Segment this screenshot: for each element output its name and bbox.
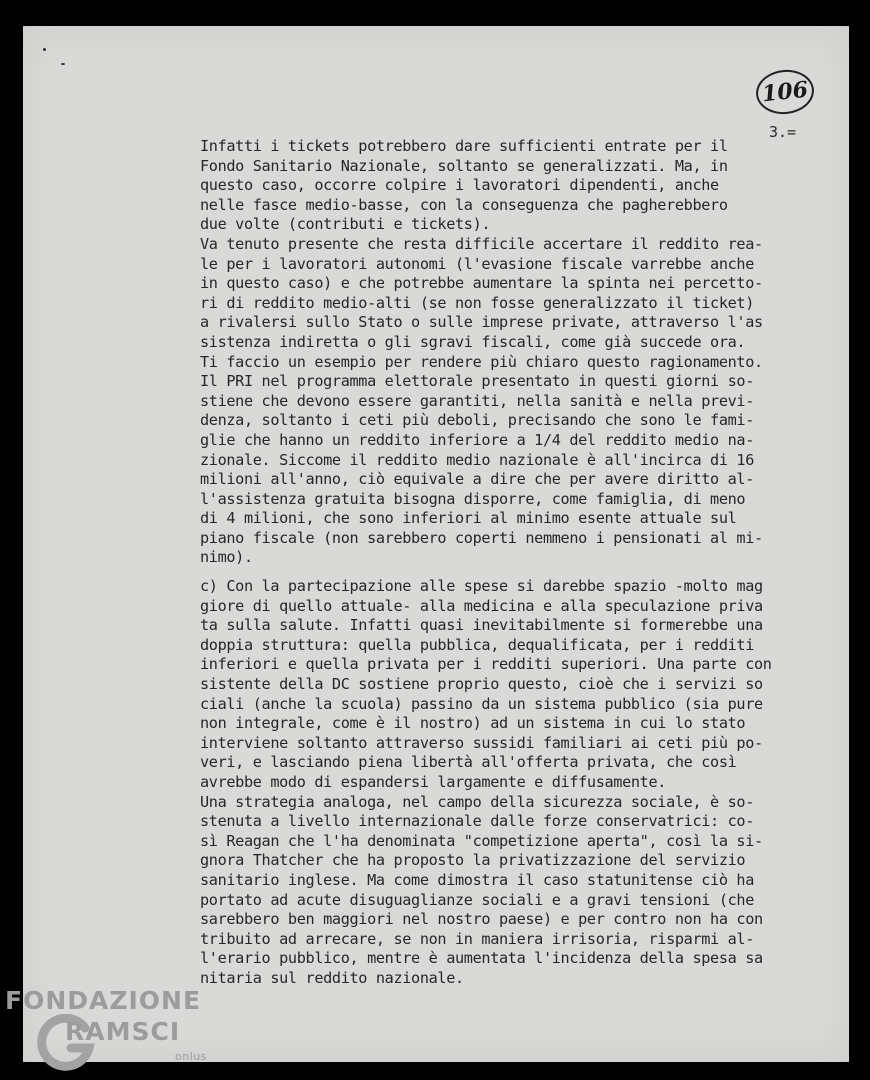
text-line: avrebbe modo di espandersi largamente e diffusamente.: [200, 773, 667, 791]
text-line: ciali (anche la scuola) passino da un sistema pubblico (sia pure: [200, 694, 763, 713]
text-line: zionale. Siccome il reddito medio nazionale è all'incirca di 16: [200, 450, 755, 469]
text-line: Fondo Sanitario Nazionale, soltanto se generalizzati. Ma, in: [200, 156, 728, 175]
text-line: tribuito ad arrecare, se non in maniera irrisoria, risparmi al-: [200, 929, 755, 948]
text-line: denza, soltanto i ceti più deboli, precisando che sono le fami-: [200, 411, 755, 430]
text-line: glie che hanno un reddito inferiore a 1/4 del reddito medio na-: [200, 430, 755, 449]
text-line: ta sulla salute. Infatti quasi inevitabilmente si formerebbe una: [200, 616, 763, 635]
text-line: sistenza indiretta o gli sgravi fiscali, come già succede ora.: [200, 332, 746, 351]
text-line: stiene che devono essere garantiti, nella sanità e nella previ-: [200, 391, 755, 410]
text-line: di 4 milioni, che sono inferiori al minimo esente attuale sul: [200, 509, 737, 528]
text-line: gnora Thatcher che ha proposto la privatizzazione del servizio: [200, 851, 746, 870]
text-line: Una strategia analoga, nel campo della sicurezza sociale, è so-: [200, 792, 755, 811]
text-line: in questo caso) e che potrebbe aumentare la spinta nei percetto-: [200, 274, 763, 293]
text-line: inferiori e quella privata per i redditi superiori. Una parte con: [200, 655, 772, 674]
text-line: nelle fasce medio-basse, con la conseguenza che pagherebbero: [200, 195, 728, 214]
paragraph-1: [200, 137, 840, 568]
text-line: non integrale, come è il nostro) ad un sistema in cui lo stato: [200, 714, 746, 733]
text-line: stenuta a livello internazionale dalle forze conservatrici: co-: [200, 812, 755, 831]
paper-speck: [61, 63, 65, 65]
text-line: piano fiscale (non sarebbero coperti nemmeno i pensionati al mi-: [200, 528, 763, 547]
text-line: due volte (contributi e tickets).: [200, 215, 491, 234]
text-line: nimo).: [200, 548, 253, 567]
watermark-sub: onlus: [175, 1050, 207, 1063]
text-line: Infatti i tickets potrebbero dare sufficienti entrate per il: [200, 137, 728, 155]
watermark-line1: FONDAZIONE: [5, 986, 202, 1015]
typewritten-body: [200, 137, 840, 989]
text-line: sistente della DC sostiene proprio questo, cioè che i servizi so: [200, 675, 763, 694]
text-line: sanitario inglese. Ma come dimostra il caso statunitense ciò ha: [200, 870, 755, 889]
text-line: c) Con la partecipazione alle spese si darebbe spazio -molto mag: [200, 577, 763, 596]
text-line: giore di quello attuale- alla medicina e alla speculazione priva: [200, 596, 763, 615]
text-line: portato ad acute disuguaglianze sociali e a gravi tensioni (che: [200, 890, 755, 909]
fondazione-gramsci-watermark: [5, 986, 220, 1076]
text-line: sarebbero ben maggiori nel nostro paese) e per contro non ha con: [200, 910, 763, 929]
text-line: le per i lavoratori autonomi (l'evasione fiscale varrebbe anche: [200, 254, 755, 273]
text-line: sì Reagan che l'ha denominata "competizione aperta", così la si-: [200, 831, 763, 850]
paper-speck: [43, 48, 46, 51]
text-line: l'erario pubblico, mentre è aumentata l'incidenza della spesa sa: [200, 949, 763, 968]
watermark-line2: RAMSCI: [65, 1017, 181, 1046]
text-line: milioni all'anno, ciò equivale a dire che per avere diritto al-: [200, 470, 755, 489]
text-line: nitaria sul reddito nazionale.: [200, 968, 464, 987]
text-line: ri di reddito medio-alti (se non fosse generalizzato il ticket): [200, 293, 755, 312]
text-line: interviene soltanto attraverso sussidi familiari ai ceti più po-: [200, 733, 763, 752]
page-number-stamp: 106: [754, 67, 816, 117]
text-line: Ti faccio un esempio per rendere più chiaro questo ragionamento.: [200, 352, 763, 371]
text-line: veri, e lasciando piena libertà all'offerta privata, che così: [200, 753, 737, 772]
page-sub-number: 3.=: [769, 123, 797, 141]
text-line: Il PRI nel programma elettorale presentato in questi giorni so-: [200, 372, 755, 391]
paragraph-gap: [200, 568, 840, 577]
text-line: l'assistenza gratuita bisogna disporre, come famiglia, di meno: [200, 489, 746, 508]
text-line: doppia struttura: quella pubblica, dequalificata, per i redditi: [200, 635, 755, 654]
text-line: Va tenuto presente che resta difficile accertare il reddito rea-: [200, 234, 763, 253]
paragraph-2: [200, 577, 840, 988]
text-line: a rivalersi sullo Stato o sulle imprese private, attraverso l'as: [200, 313, 763, 332]
text-line: questo caso, occorre colpire i lavoratori dipendenti, anche: [200, 176, 719, 195]
